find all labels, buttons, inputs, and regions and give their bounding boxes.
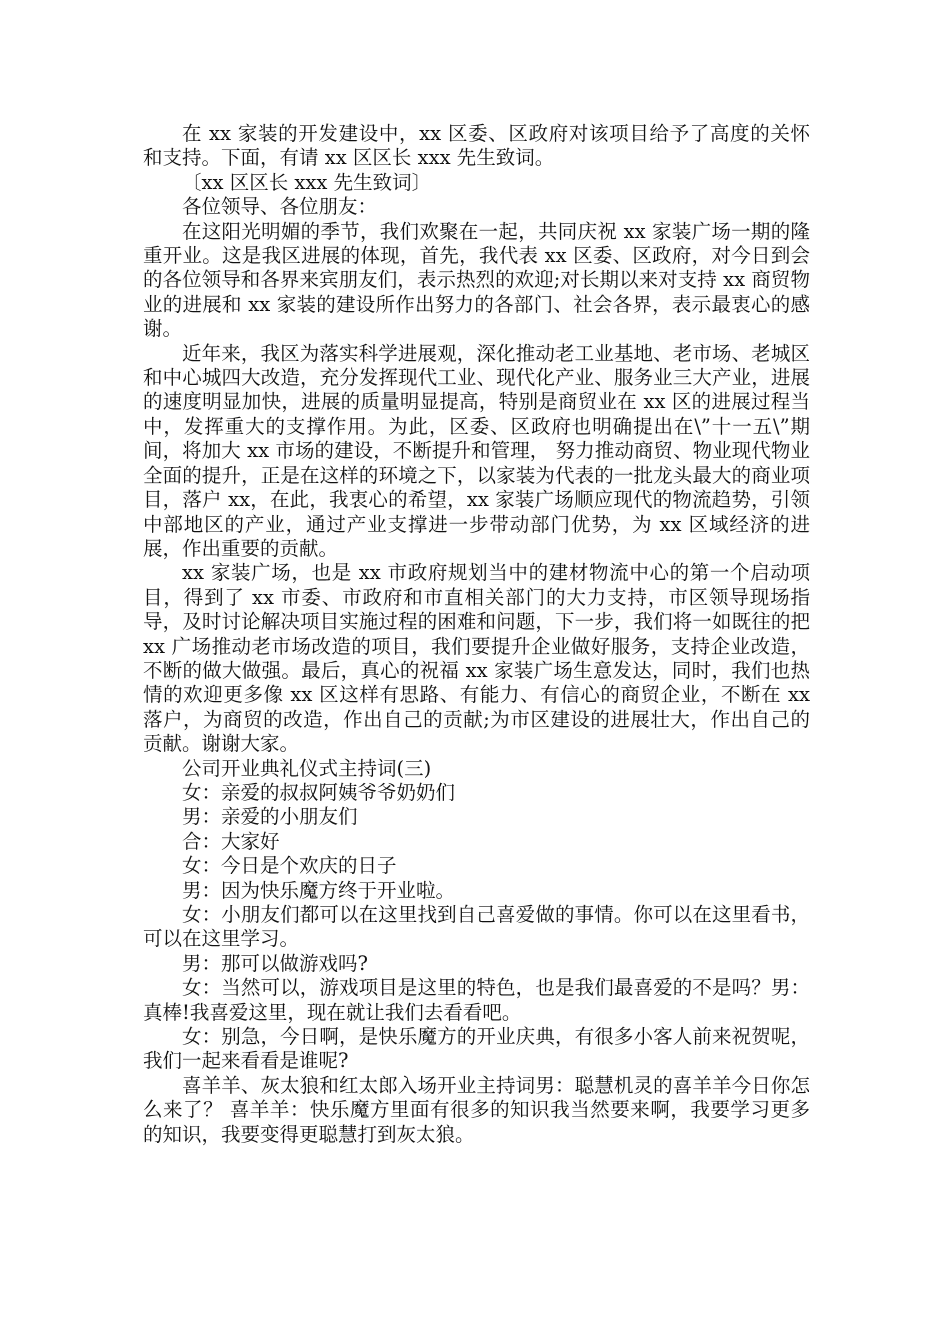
dialogue-line: 男：因为快乐魔方终于开业啦。	[182, 878, 456, 902]
dialogue-line: 合：大家好	[182, 829, 280, 853]
paragraph: 在 xx 家装的开发建设中，xx 区委、区政府对该项目给予了高度的关怀和支持。下面，有请 xx 区区长 xxx 先生致词。	[143, 122, 810, 170]
dialogue-line: 女：别急，今日啊，是快乐魔方的开业庆典，有很多小客人前来祝贺呢，我们一起来看看是谁呢?	[143, 1025, 810, 1073]
paragraph: 近年来，我区为落实科学进展观，深化推动老工业基地、老市场、老城区和中心城四大改造，充分发挥现代工业、现代化产业、服务业三大产业，进展的速度明显加快，进展的质量明显提高，特别是商贸业在 xx 区的进展过程当中，发挥重大的支撑作用。为此，区委、区政府也明确提出在\”十一五\”期间，将加大 xx 市场的建设，不断提升和管理， 努力推动商贸、物业现代物业全面的提升，正是在这样的环境之下，以家装为代表的一批龙头最大的商业项目，落户 xx，在此，我衷心的希望，xx 家装广场顺应现代的物流趋势，引领中部地区的产业，通过产业支撑进一步带动部门优势，为 xx 区域经济的进展，作出重要的贡献。	[143, 341, 810, 560]
dialogue-line: 女：今日是个欢庆的日子	[182, 854, 397, 878]
dialogue-line: 男：那可以做游戏吗?	[182, 951, 368, 975]
paragraph: 各位领导、各位朋友：	[182, 195, 378, 219]
paragraph: xx 家装广场，也是 xx 市政府规划当中的建材物流中心的第一个启动项目，得到了 xx 市委、市政府和市直相关部门的大力支持，市区领导现场指导，及时讨论解决项目实施过程的困难和问题，下一步，我们将一如既往的把 xx 广场推动老市场改造的项目，我们要提升企业做好服务，支持企业改造，不断的做大做强。最后，真心的祝福 xx 家装广场生意发达，同时，我们也热情的欢迎更多像 xx 区这样有思路、有能力、有信心的商贸企业，不断在 xx 落户，为商贸的改造，作出自己的贡献;为市区建设的进展壮大，作出自己的贡献。谢谢大家。	[143, 561, 810, 756]
dialogue-line: 男：亲爱的小朋友们	[182, 805, 358, 829]
dialogue-line: 女：小朋友们都可以在这里找到自己喜爱做的事情。你可以在这里看书，可以在这里学习。	[143, 903, 810, 951]
paragraph: 在这阳光明媚的季节，我们欢聚在一起，共同庆祝 xx 家装广场一期的隆重开业。这是我区进展的体现，首先，我代表 xx 区委、区政府，对今日到会的各位领导和各界来宾朋友们，表示热烈的欢迎;对长期以来对支持 xx 商贸物业的进展和 xx 家装的建设所作出努力的各部门、社会各界，表示最衷心的感谢。	[143, 219, 810, 341]
dialogue-line: 喜羊羊、灰太狼和红太郎入场开业主持词男：聪慧机灵的喜羊羊今日你怎么来了？ 喜羊羊：快乐魔方里面有很多的知识我当然要来啊，我要学习更多的知识，我要变得更聪慧打到灰太狼。	[143, 1073, 810, 1146]
paragraph: 〔xx 区区长 xxx 先生致词〕	[182, 170, 432, 194]
section-title: 公司开业典礼仪式主持词(三)	[182, 756, 432, 780]
dialogue-line: 女：亲爱的叔叔阿姨爷爷奶奶们	[182, 780, 456, 804]
dialogue-line: 女：当然可以，游戏项目是这里的特色，也是我们最喜爱的不是吗？男：真棒!我喜爱这里，现在就让我们去看看吧。	[143, 976, 810, 1024]
document-body	[143, 122, 810, 1147]
